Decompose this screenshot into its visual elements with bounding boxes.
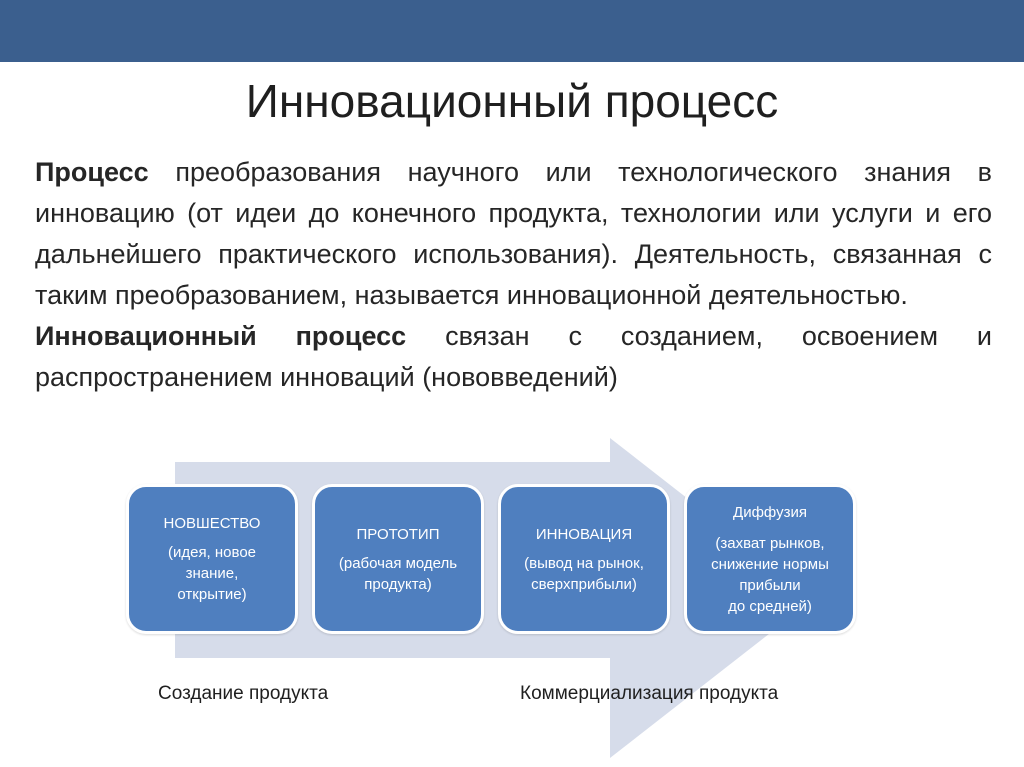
paragraph-definition — [35, 152, 992, 316]
phase-label-commercialization: Коммерциализация продукта — [520, 683, 779, 704]
stage-title: ПРОТОТИП — [356, 525, 440, 543]
term-process: Процесс — [35, 157, 149, 187]
stage-card-novelty — [126, 484, 298, 634]
stage-card-innovation — [498, 484, 670, 634]
slide-title: Инновационный процесс — [245, 75, 779, 127]
stage-description: (вывод на рынок, сверхприбыли) — [524, 554, 644, 593]
stage-description: (идея, новое знание, открытие) — [167, 544, 257, 603]
body-text — [35, 152, 992, 398]
innovation-process-text: связан с созданием, освоением и распространением инноваций (нововведений) — [35, 321, 992, 392]
definition-text: преобразования научного или технологического знания в инновацию (от идеи до конечного продукта, технологии или услуги и его дальнейшего практического использования). Деятельность, связанная с таким преобразованием, называется инновационной деятельностью. — [35, 157, 992, 310]
stage-title: Диффузия — [733, 503, 807, 521]
term-innovation-process: Инновационный процесс — [35, 321, 407, 351]
stage-description: (рабочая модель продукта) — [338, 554, 458, 593]
stage-title: ИННОВАЦИЯ — [535, 525, 633, 543]
stage-title: НОВШЕСТВО — [163, 515, 261, 532]
stage-description: (захват рынков, снижение нормы прибыли до средней) — [711, 534, 829, 615]
stage-card-prototype — [312, 484, 484, 634]
paragraph-innovation-process — [35, 316, 992, 398]
phase-label-creation: Создание продукта — [158, 683, 329, 704]
header-bar — [0, 0, 1024, 62]
stage-card-diffusion — [684, 484, 856, 634]
